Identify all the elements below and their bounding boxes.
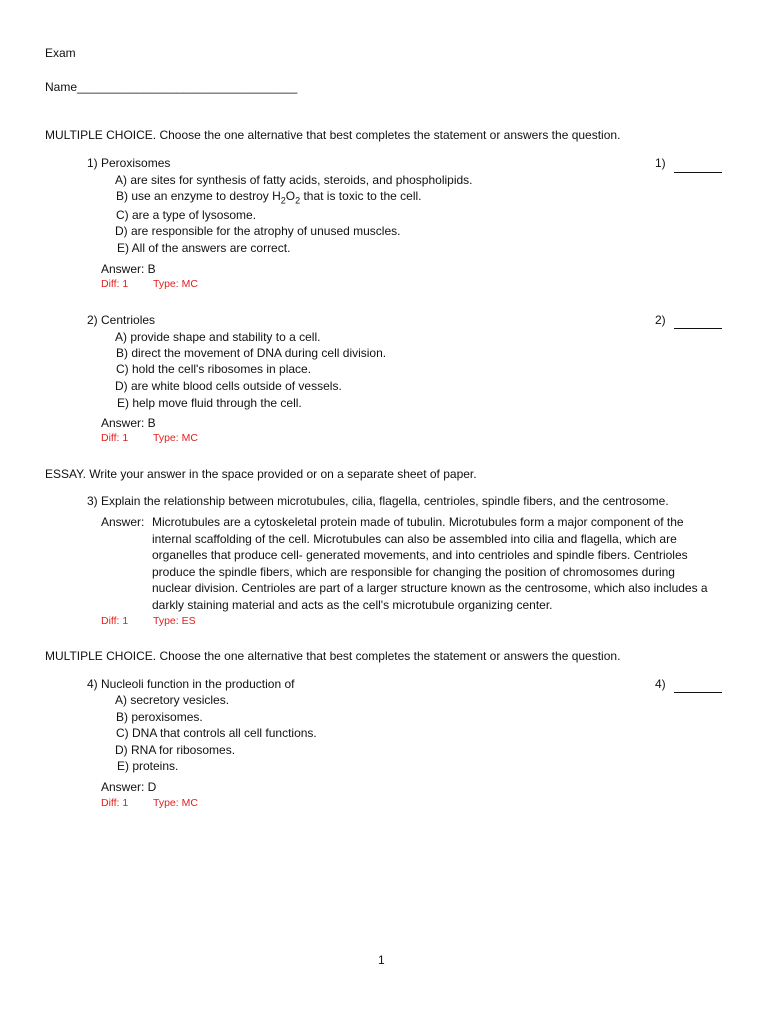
- page-number: 1: [378, 953, 385, 967]
- option-a: A) secretory vesicles.: [115, 693, 230, 707]
- type-label: Type: MC: [153, 278, 198, 290]
- answer-key: Answer: B: [101, 262, 156, 276]
- answer-line: Microtubules are a cytoskeletal protein made of tubulin. Microtubules form a major component of the: [152, 515, 684, 529]
- question-stem: 1) Peroxisomes: [87, 156, 171, 170]
- answer-line: internal scaffolding of the cell. Microtubules can also be assembled into cilia and flagella, which are: [152, 532, 677, 546]
- question-stem: 4) Nucleoli function in the production of: [87, 677, 295, 691]
- option-e: E) All of the answers are correct.: [117, 241, 291, 255]
- answer-blank[interactable]: [674, 328, 722, 329]
- option-a: A) provide shape and stability to a cell.: [115, 330, 321, 344]
- section-heading-mc: MULTIPLE CHOICE. Choose the one alternative that best completes the statement or answers the question.: [45, 128, 621, 142]
- option-b: B) use an enzyme to destroy $H_2O_2$ that is toxic to the cell.: [116, 189, 422, 206]
- answer-line: produce the spindle fibers, which are responsible for changing the position of chromosomes during: [152, 565, 675, 579]
- question-stem: 2) Centrioles: [87, 313, 156, 327]
- option-d: D) are white blood cells outside of vessels.: [115, 379, 342, 393]
- answer-line: darkly staining material and acts as the cell's microtubule organizing center.: [152, 598, 553, 612]
- option-c: C) are a type of lysosome.: [116, 208, 257, 222]
- option-d: D) are responsible for the atrophy of unused muscles.: [115, 224, 401, 238]
- option-c: C) DNA that controls all cell functions.: [116, 726, 317, 740]
- answer-line: nuclear division. Centrioles are part of a larger structure known as the centrosome, which also includes a: [152, 581, 708, 595]
- answer-line: organelles that produce cell- generated movements, and into centrioles and spindle fibers. Centrioles: [152, 548, 688, 562]
- answer-number: 2): [655, 313, 666, 327]
- option-c: C) hold the cell's ribosomes in place.: [116, 362, 312, 376]
- answer-label: Answer:: [101, 515, 145, 529]
- difficulty-label: Diff: 1: [101, 615, 129, 627]
- section-heading-essay: ESSAY. Write your answer in the space provided or on a separate sheet of paper.: [45, 467, 477, 481]
- option-e: E) proteins.: [117, 759, 179, 773]
- question-stem: 3) Explain the relationship between microtubules, cilia, flagella, centrioles, spindle fibers, and the centrosome.: [87, 494, 669, 508]
- option-b: B) direct the movement of DNA during cell division.: [116, 346, 387, 360]
- option-d: D) RNA for ribosomes.: [115, 743, 236, 757]
- option-a: A) are sites for synthesis of fatty acids, steroids, and phospholipids.: [115, 173, 473, 187]
- section-heading-mc: MULTIPLE CHOICE. Choose the one alternative that best completes the statement or answers the question.: [45, 649, 621, 663]
- difficulty-label: Diff: 1: [101, 278, 129, 290]
- answer-blank[interactable]: [674, 172, 722, 173]
- answer-number: 4): [655, 677, 666, 691]
- name-field: Name_________________________________: [45, 80, 298, 94]
- answer-blank[interactable]: [674, 692, 722, 693]
- type-label: Type: MC: [153, 797, 198, 809]
- answer-key: Answer: D: [101, 780, 157, 794]
- difficulty-label: Diff: 1: [101, 797, 129, 809]
- type-label: Type: MC: [153, 432, 198, 444]
- answer-number: 1): [655, 156, 666, 170]
- option-e: E) help move fluid through the cell.: [117, 396, 302, 410]
- option-b: B) peroxisomes.: [116, 710, 203, 724]
- exam-title: Exam: [45, 46, 76, 60]
- difficulty-label: Diff: 1: [101, 432, 129, 444]
- type-label: Type: ES: [153, 615, 196, 627]
- answer-key: Answer: B: [101, 416, 156, 430]
